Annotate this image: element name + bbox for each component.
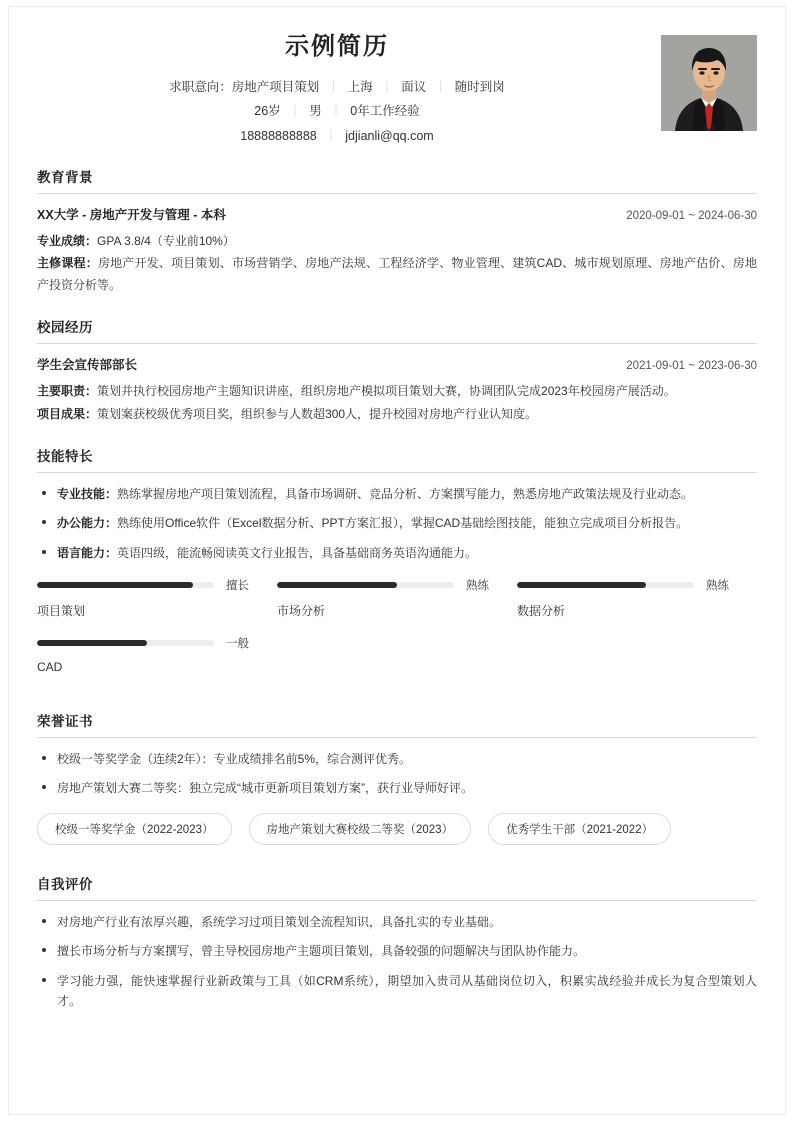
skill-bar-row (37, 577, 249, 593)
skill-name-label: 市场分析 (276, 604, 325, 619)
skill-bar-row (37, 635, 249, 651)
resume-sheet (8, 6, 786, 1115)
honor-chip[interactable]: 优秀学生干部（2021-2022） (488, 813, 671, 845)
campus-duty-label: 主要职责： (37, 384, 98, 399)
skill-bar-item (37, 635, 277, 674)
bullet-dot-icon (42, 978, 46, 982)
bullet-dot-icon (42, 785, 46, 789)
self-evaluation-bullet-list (37, 912, 757, 1012)
skill-progress-fill (37, 640, 147, 646)
bullet-dot-icon (42, 756, 46, 760)
skill-name-label: CAD (37, 660, 63, 675)
personal-gender: 男 (309, 104, 322, 119)
intent-label: 求职意向： (169, 79, 232, 94)
bullet-dot-icon (42, 491, 46, 495)
honor-chip[interactable]: 校级一等奖学金（2022-2023） (37, 813, 232, 845)
skill-bar-item (517, 577, 757, 619)
skill-level-label: 一般 (225, 638, 249, 651)
list-item (37, 543, 757, 563)
honor-chip[interactable]: 房地产策划大赛校级二等奖（2023） (249, 813, 472, 845)
skill-progress-track (37, 582, 214, 588)
meta-separator: ｜ (380, 79, 394, 94)
education-gpa-value: GPA 3.8/4（专业前10%） (97, 233, 235, 248)
campus-result-label: 项目成果： (37, 406, 98, 421)
list-item (37, 513, 757, 533)
list-item (37, 941, 757, 961)
section-education (37, 166, 757, 297)
intent-availability: 随时到岗 (454, 79, 505, 94)
campus-duty (37, 380, 757, 402)
education-courses-label: 主修课程： (37, 256, 98, 271)
section-campus (37, 316, 757, 424)
section-title-education: 教育背景 (37, 169, 93, 185)
section-title-self-evaluation: 自我评价 (37, 876, 93, 892)
resume-content (9, 7, 785, 1114)
section-title-skills: 技能特长 (37, 448, 93, 464)
meta-separator: ｜ (288, 104, 302, 119)
education-courses (37, 252, 757, 296)
skill-bullet-text: 熟练掌握房地产项目策划流程，具备市场调研、竞品分析、方案撰写能力，熟悉房地产政策法规及行业动态。 (117, 486, 694, 501)
resume-header (37, 33, 757, 146)
education-entry-head (37, 205, 757, 223)
personal-experience: 0年工作经验 (350, 104, 420, 119)
skills-bullet-list (37, 484, 757, 563)
self-eval-text: 擅长市场分析与方案撰写，曾主导校园房地产主题项目策划，具备较强的问题解决与团队协作能力。 (57, 944, 586, 959)
skill-level-label: 熟练 (465, 580, 489, 593)
meta-line-personal (37, 102, 637, 121)
skill-name-label: 数据分析 (516, 604, 565, 619)
honor-bullet-text: 房地产策划大赛二等奖：独立完成“城市更新项目策划方案”，获行业导师好评。 (57, 781, 473, 796)
education-gpa (37, 230, 757, 252)
self-eval-text: 对房地产行业有浓厚兴趣，系统学习过项目策划全流程知识，具备扎实的专业基础。 (57, 914, 502, 929)
skill-bar-item (37, 577, 277, 619)
section-honors (37, 710, 757, 853)
bullet-dot-icon (42, 919, 46, 923)
skill-bullet-label: 办公能力： (57, 516, 118, 531)
skill-name-label: 项目策划 (37, 604, 86, 619)
skill-progress-track (517, 582, 694, 588)
section-skills (37, 445, 757, 690)
avatar-portrait-icon (661, 35, 757, 131)
list-item (37, 778, 757, 798)
meta-separator: ｜ (329, 104, 343, 119)
skill-bullet-label: 语言能力： (57, 545, 118, 560)
section-self-evaluation (37, 873, 757, 1012)
section-body-skills (37, 473, 757, 690)
education-gpa-label: 专业成绩： (37, 233, 98, 248)
skill-progress-track (277, 582, 454, 588)
education-entry-title: XX大学 - 房地产开发与管理 - 本科 (37, 207, 226, 222)
contact-phone: 18888888888 (240, 128, 317, 143)
honors-bullet-list (37, 749, 757, 799)
skill-level-label: 擅长 (225, 580, 249, 593)
section-body-honors (37, 738, 757, 853)
campus-entry-title: 学生会宣传部部长 (37, 358, 138, 373)
skill-progress-track (37, 640, 214, 646)
campus-duty-value: 策划并执行校园房地产主题知识讲座，组织房地产模拟项目策划大赛，协调团队完成2023年校园房产展活动。 (97, 384, 676, 399)
header-main (37, 33, 757, 146)
list-item (37, 749, 757, 769)
skill-progress-fill (37, 582, 193, 588)
bullet-dot-icon (42, 550, 46, 554)
avatar (661, 35, 757, 131)
section-body-campus (37, 344, 757, 424)
meta-separator: ｜ (327, 79, 340, 94)
campus-entry-head (37, 355, 757, 373)
skill-progress-fill (517, 582, 646, 588)
self-eval-text: 学习能力强，能快速掌握行业新政策与工具（如CRM系统），期望加入贵司从基础岗位切入，积累实战经验并成长为复合型策划人才。 (57, 973, 757, 1008)
meta-separator: ｜ (434, 79, 447, 94)
meta-line-intent (37, 78, 637, 97)
honor-bullet-text: 校级一等奖学金（连续2年）：专业成绩排名前5%，综合测评优秀。 (57, 752, 412, 767)
meta-line-contact (37, 127, 637, 146)
section-body-education (37, 194, 757, 297)
section-body-self-evaluation (37, 901, 757, 1012)
intent-position: 房地产项目策划 (231, 79, 320, 94)
list-item (37, 912, 757, 932)
skill-bar-item (277, 577, 517, 619)
skill-progress-fill (277, 582, 397, 588)
skill-bullet-label: 专业技能： (57, 486, 118, 501)
list-item (37, 484, 757, 504)
contact-email: jdjianli@qq.com (345, 128, 434, 143)
skill-bullet-text: 熟练使用Office软件（Excel数据分析、PPT方案汇报），掌握CAD基础绘图技能，能独立完成项目分析报告。 (117, 516, 689, 531)
intent-city: 上海 (347, 79, 373, 94)
skill-bar-row (517, 577, 729, 593)
skill-bar-row (277, 577, 489, 593)
campus-entry-date: 2021-09-01 ~ 2023-06-30 (626, 360, 757, 373)
education-entry-date: 2020-09-01 ~ 2024-06-30 (626, 209, 757, 222)
personal-age: 26岁 (254, 104, 281, 119)
campus-result-value: 策划案获校级优秀项目奖，组织参与人数超300人，提升校园对房地产行业认知度。 (97, 406, 538, 421)
campus-result (37, 403, 757, 425)
page-title: 示例简历 (285, 33, 389, 60)
meta-separator: ｜ (324, 128, 338, 143)
bullet-dot-icon (42, 520, 46, 524)
skill-bar-grid (37, 577, 757, 690)
section-title-campus: 校园经历 (37, 320, 93, 336)
list-item (37, 971, 757, 1012)
honor-chip-list (37, 813, 757, 853)
skill-level-label: 熟练 (705, 580, 729, 593)
skill-bullet-text: 英语四级，能流畅阅读英文行业报告，具备基础商务英语沟通能力。 (117, 545, 478, 560)
intent-salary: 面议 (401, 79, 427, 94)
bullet-dot-icon (42, 948, 46, 952)
education-courses-value: 房地产开发、项目策划、市场营销学、房地产法规、工程经济学、物业管理、建筑CAD、城市规划原理、房地产估价、房地产投资分析等。 (37, 256, 757, 293)
section-title-honors: 荣誉证书 (37, 714, 93, 730)
